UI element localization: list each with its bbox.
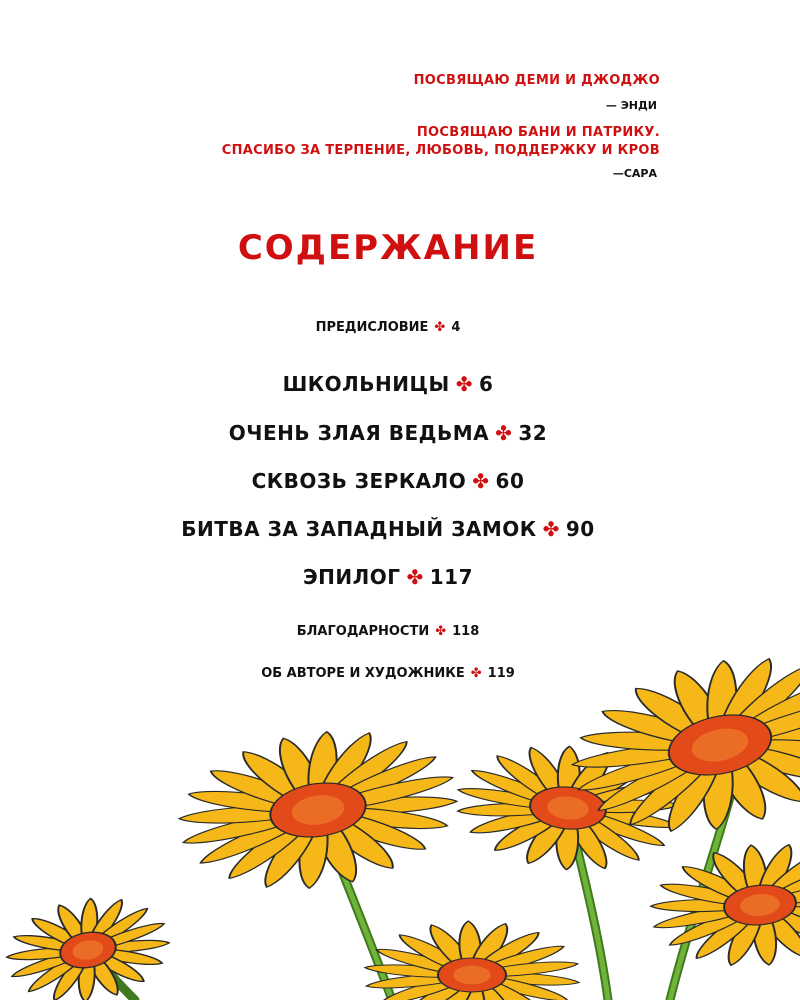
daisy-flower <box>168 714 468 906</box>
flower-bullet-icon: ✤ <box>434 320 446 335</box>
toc-entry[interactable] <box>0 565 776 589</box>
toc-entry-title: ЭПИЛОГ <box>302 565 401 589</box>
dedication-1-signature: — ЭНДИ <box>605 99 657 112</box>
dedication-2-line-1: ПОСВЯЩАЮ БАНИ И ПАТРИКУ. <box>416 125 660 140</box>
toc-entry-page: 6 <box>479 372 494 396</box>
flower-bullet-icon: ✤ <box>470 666 482 681</box>
toc-entry[interactable] <box>0 320 776 335</box>
toc-entry-title: БИТВА ЗА ЗАПАДНЫЙ ЗАМОК <box>181 517 537 541</box>
daisy-flower <box>364 921 581 1000</box>
toc-entry-page: 119 <box>487 666 515 681</box>
toc-entry-title: ОБ АВТОРЕ И ХУДОЖНИКЕ <box>261 666 465 681</box>
daisy-center-highlight <box>453 966 490 985</box>
flower-bullet-icon: ✤ <box>435 624 447 639</box>
flower-bullet-icon: ✤ <box>455 372 473 396</box>
dedication-2 <box>222 124 660 160</box>
toc-entry-title: СКВОЗЬ ЗЕРКАЛО <box>251 469 467 493</box>
dedication-2-signature: —САРА <box>612 167 657 180</box>
flower-bullet-icon: ✤ <box>495 421 513 445</box>
toc-entry-title: БЛАГОДАРНОСТИ <box>296 624 430 639</box>
toc-entry[interactable] <box>0 666 776 681</box>
toc-entry-page: 60 <box>495 469 525 493</box>
dedication-1: ПОСВЯЩАЮ ДЕМИ И ДЖОДЖО <box>413 73 660 88</box>
dedication-2-line-2: СПАСИБО ЗА ТЕРПЕНИЕ, ЛЮБОВЬ, ПОДДЕРЖКУ И КРОВ <box>221 143 660 158</box>
toc-entry-title: ПРЕДИСЛОВИЕ <box>315 320 429 335</box>
toc-entry[interactable] <box>0 624 776 639</box>
toc-entry[interactable] <box>0 421 776 445</box>
toc-entry-title: ШКОЛЬНИЦЫ <box>282 372 450 396</box>
toc-entry[interactable] <box>0 517 776 541</box>
flower-bullet-icon: ✤ <box>406 565 424 589</box>
flower-bullet-icon: ✤ <box>542 517 560 541</box>
daisy-flower <box>0 885 178 1000</box>
toc-entry-page: 90 <box>565 517 595 541</box>
daisy-flower <box>645 835 800 975</box>
toc-entry-page: 32 <box>518 421 548 445</box>
toc-entry-page: 117 <box>429 565 474 589</box>
flower-bullet-icon: ✤ <box>472 469 490 493</box>
toc-entry-page: 4 <box>451 320 461 335</box>
contents-title: СОДЕРЖАНИЕ <box>237 228 539 268</box>
toc-entry[interactable] <box>0 372 776 396</box>
toc-entry[interactable] <box>0 469 776 493</box>
toc-entry-page: 118 <box>452 624 480 639</box>
toc-entry-title: ОЧЕНЬ ЗЛАЯ ВЕДЬМА <box>228 421 490 445</box>
